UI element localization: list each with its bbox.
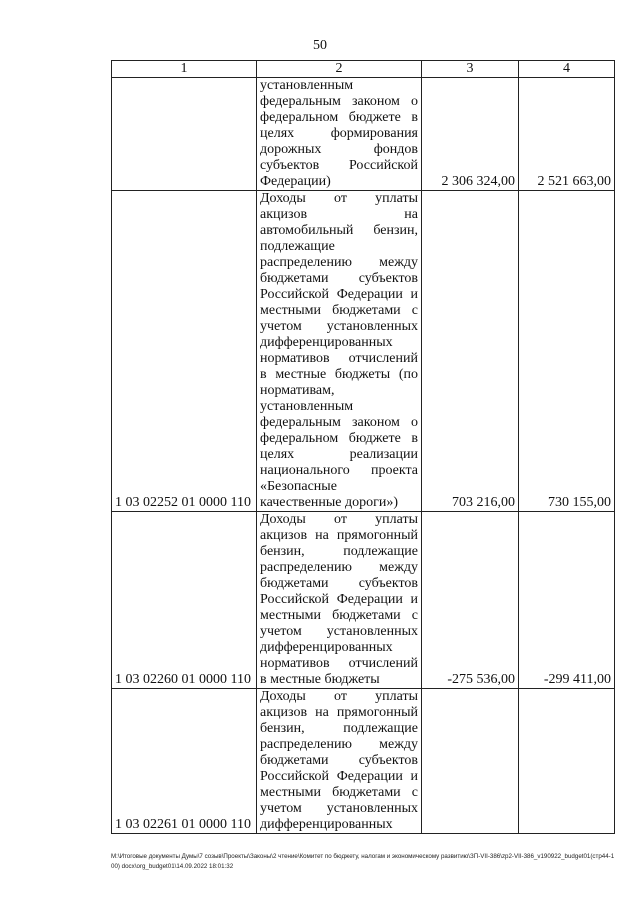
description-line: учетом установленных [260,319,418,334]
description-line: Российской Федерации и [260,769,418,784]
description-line: автомобильный бензин, [260,223,418,238]
table-row [112,191,615,512]
description-line: бюджетами субъектов [260,271,418,286]
row-code: 1 03 02261 01 0000 110 [112,689,257,834]
row-code: 1 03 02260 01 0000 110 [112,512,257,689]
description-line: бензин, подлежащие [260,721,418,736]
row-value-col4: 2 521 663,00 [519,78,615,191]
row-code: 1 03 02252 01 0000 110 [112,191,257,512]
description-line: бюджетами субъектов [260,753,418,768]
row-value-col4 [519,689,615,834]
description-line: акцизов на прямогонный [260,528,418,543]
description-line: акцизов на [260,207,418,222]
description-line: субъектов Российской [260,158,418,173]
description-line: нормативам, [260,383,335,398]
description-line: Доходы от уплаты [260,191,418,206]
description-line: дорожных фондов [260,142,418,157]
row-description [257,512,422,689]
column-header-2: 2 [257,61,422,78]
row-value-col3: -275 536,00 [422,512,519,689]
description-line: федеральном бюджете в [260,431,418,446]
description-line: целях реализации [260,447,418,462]
description-line: акцизов на прямогонный [260,705,418,720]
row-value-col3: 703 216,00 [422,191,519,512]
description-line: установленным [260,78,354,93]
row-description [257,78,422,191]
column-header-3: 3 [422,61,519,78]
page-number: 50 [313,38,327,53]
description-line: распределению между [260,255,418,270]
description-line: бензин, подлежащие [260,544,418,559]
description-line: Российской Федерации и [260,592,418,607]
row-description [257,689,422,834]
description-line: нормативов отчислений [260,656,418,671]
table-header-row [112,61,615,78]
budget-table [111,60,615,834]
document-path-footer: M:\Итоговые документы Думы\7 созыв\Проекты\Законы\2 чтение\Комитет по бюджету, налогам и экономическому развитию\ЗП-VII-386\zp2-VII-386_v190922_budget01(стр44-100) docx\org_budget01\14.09.2022 18:01:32 [111,853,615,870]
description-line: учетом установленных [260,624,418,639]
description-line: федеральным законом о [260,415,418,430]
description-line: национального проекта [260,463,418,478]
description-line: целях формирования [260,126,418,141]
description-line: «Безопасные [260,479,337,494]
description-line: местными бюджетами с [260,785,418,800]
description-line: учетом установленных [260,801,418,816]
description-line: распределению между [260,560,418,575]
table-row [112,689,615,834]
description-line: федеральным законом о [260,94,418,109]
description-line: Федерации) [260,174,331,189]
description-line: распределению между [260,737,418,752]
row-value-col4: -299 411,00 [519,512,615,689]
description-line: дифференцированных [260,817,393,832]
column-header-1: 1 [112,61,257,78]
row-description [257,191,422,512]
table-row [112,78,615,191]
row-value-col3: 2 306 324,00 [422,78,519,191]
description-line: Российской Федерации и [260,287,418,302]
description-line: федеральном бюджете в [260,110,418,125]
description-line: подлежащие [260,239,335,254]
description-line: в местные бюджеты (по [260,367,418,382]
row-value-col3 [422,689,519,834]
table-row [112,512,615,689]
description-line: нормативов отчислений [260,351,418,366]
description-line: местными бюджетами с [260,303,418,318]
description-line: в местные бюджеты [260,672,380,687]
description-line: бюджетами субъектов [260,576,418,591]
description-line: дифференцированных [260,335,393,350]
row-code [112,78,257,191]
row-value-col4: 730 155,00 [519,191,615,512]
description-line: местными бюджетами с [260,608,418,623]
column-header-4: 4 [519,61,615,78]
description-line: качественные дороги») [260,495,399,510]
description-line: Доходы от уплаты [260,689,418,704]
description-line: дифференцированных [260,640,393,655]
description-line: установленным [260,399,354,414]
description-line: Доходы от уплаты [260,512,418,527]
